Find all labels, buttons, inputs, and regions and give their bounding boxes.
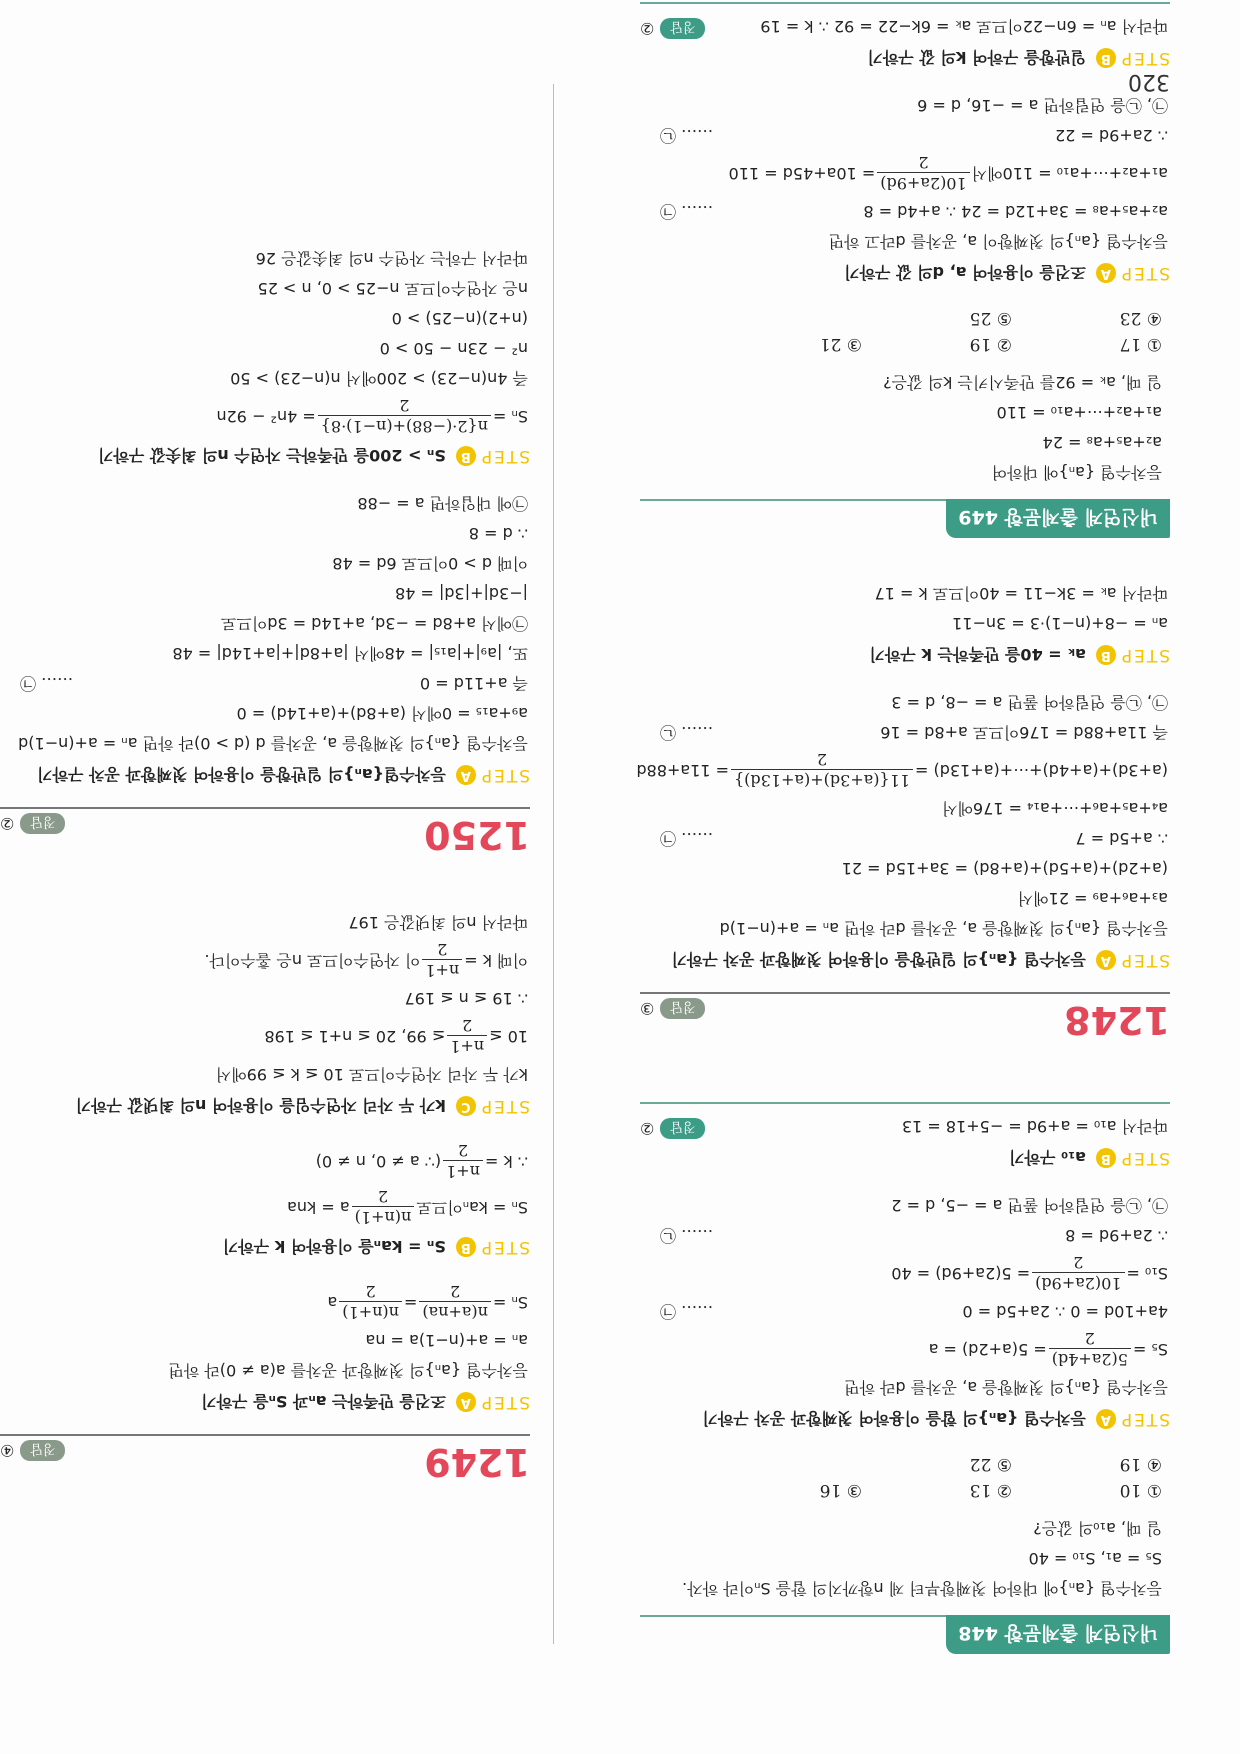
solution-line: ∴ d = 8 <box>468 524 528 543</box>
problem-header-1248: 1248 정답 ③ <box>640 992 1170 1042</box>
solution-line: ㉠, ㉡을 연립하여 풀면 a = −5, d = 2 <box>891 1196 1168 1215</box>
step-label: STEP <box>1119 1148 1170 1169</box>
solution-line: 등차수열 {aₙ}의 첫째항을 a, 공차를 d라 하면 aₙ = a+(n−1)d <box>719 919 1168 938</box>
solution-line: |−3d|+|3d| = 48 <box>395 584 528 603</box>
solution-line: ㉠에서 a+8d = −3d, a+14d = 3d이므로 <box>220 614 528 633</box>
equation-marker: …… ㉠ <box>660 829 714 848</box>
answer-choice: ④ 19 <box>1119 1454 1162 1474</box>
step-label: STEP <box>479 765 530 786</box>
problem-449 <box>640 367 1162 487</box>
step-letter-badge: A <box>1096 264 1116 284</box>
fraction <box>447 1015 487 1056</box>
step-title: 일반항을 구하여 k의 값 구하기 <box>867 48 1086 67</box>
fraction <box>318 395 491 436</box>
solution-line: n은 자연수이므로 n−25 > 0, n > 25 <box>257 279 528 298</box>
solution-line: 즉 a+11d = 0 …… ㉠ <box>0 668 528 698</box>
step-heading <box>0 1391 530 1414</box>
step-label: STEP <box>1119 1409 1170 1430</box>
fraction <box>731 749 913 790</box>
problem-line: 등차수열 {aₙ}에 대하여 첫째항부터 제 n항까지의 합을 Sₙ이라 하자. <box>682 1579 1162 1598</box>
step-letter-badge: B <box>1096 646 1116 666</box>
step-title: 등차수열 {aₙ}의 합을 이용하여 첫째항과 공차 구하기 <box>702 1409 1086 1428</box>
solution-line: 따라서 a₁₀ = a+9d = −5+18 = 13 <box>901 1117 1168 1136</box>
step-label: STEP <box>1119 263 1170 284</box>
solution-line: Sₙ = kaₙ이므로 n(n+1) 2 a = kna <box>287 1187 528 1227</box>
denominator: 2 <box>365 1282 376 1301</box>
solution-line: 즉 11a+88d = 176이므로 a+8d = 16 …… ㉡ <box>640 717 1168 747</box>
problem-448 <box>640 1513 1162 1603</box>
denominator: 2 <box>399 396 410 415</box>
problem-header-1249: 1249 정답 ④ <box>0 1434 530 1484</box>
solution-line: a₉+a₁₅ = 0에서 (a+8d)+(a+14d) = 0 <box>236 704 528 723</box>
step-letter-badge: A <box>456 766 476 786</box>
choices-449 <box>640 305 1162 357</box>
numerator: 11{(a+3d)+(a+13d)} <box>731 769 913 790</box>
step-letter-badge: C <box>456 1097 476 1117</box>
solution-line: 따라서 aₖ = 3k−11 = 40이므로 k = 17 <box>874 584 1168 603</box>
step-letter-badge: A <box>456 1393 476 1413</box>
solution-line: 10 ≤ n+1 2 ≤ 99, 20 ≤ n+1 ≤ 198 <box>264 1016 528 1056</box>
denominator: 2 <box>457 1141 469 1160</box>
solution-line: ∴ 2a+9d = 8 …… ㉡ <box>640 1220 1168 1250</box>
denominator: 2 <box>462 1016 473 1035</box>
solution-line: 따라서 구하는 자연수 n의 최솟값은 26 <box>255 249 528 268</box>
fraction <box>1032 1252 1124 1293</box>
solution-line: 이때 k = n+1 2 이 자연수이므로 n은 홀수이다. <box>204 940 528 980</box>
step-letter-badge: B <box>456 447 476 467</box>
equation-marker: …… ㉡ <box>660 1226 714 1245</box>
solution-line: 따라서 aₙ = 6n−22이므로 aₖ = 6k−22 = 92 ∴ k = 19 <box>760 17 1168 36</box>
step-title: 등차수열 {aₙ}의 일반항을 이용하여 첫째항과 공차 구하기 <box>671 950 1086 969</box>
step-label: STEP <box>1119 950 1170 971</box>
denominator: 2 <box>1073 1253 1084 1272</box>
denominator: 2 <box>377 1187 389 1206</box>
problem-line: S₅ = a₁, S₁₀ = 40 <box>1028 1549 1162 1568</box>
answer-choice: ④ 23 <box>1119 308 1162 328</box>
problem-line: a₂+a₅+a₈ = 24 <box>1042 433 1162 452</box>
fraction <box>1049 1328 1131 1369</box>
numerator: n+1 <box>447 1035 487 1056</box>
step-heading <box>0 445 530 468</box>
equation-marker: …… ㉠ <box>660 202 714 221</box>
step-letter-badge: B <box>1096 1149 1116 1169</box>
numerator: n+1 <box>443 1160 483 1181</box>
page-number: 320 <box>1128 69 1170 94</box>
numerator: n(a+na) <box>419 1301 491 1322</box>
problem-line: 일 때, a₁₀의 값은? <box>1033 1519 1162 1538</box>
problem-line: 일 때, aₖ = 92를 만족시키는 k의 값은? <box>883 373 1162 392</box>
step-heading <box>640 47 1170 70</box>
step-title: 조건을 이용하여 a, d의 값 구하기 <box>844 263 1086 282</box>
solution-line: (a+3d)+(a+4d)+⋯+(a+13d) = 11{(a+3d)+(a+13d)} 2 = 11a+88d <box>636 750 1168 790</box>
answer-choice: ① 17 <box>1119 334 1162 354</box>
solution-line: (a+2d)+(a+5d)+(a+8d) = 3a+15d = 21 <box>841 859 1168 878</box>
column-divider <box>553 84 554 1644</box>
numerator: n(n+1) <box>352 1206 415 1227</box>
denominator: 2 <box>450 1282 461 1301</box>
solution-line: 등차수열 {aₙ}의 첫째항을 a, 공차를 d (d > 0)라 하면 aₙ = a+(n−1)d <box>18 734 528 753</box>
solution-line: Sₙ = n{2·(−88)+(n−1)·8} 2 = 4n² − 92n <box>216 396 528 436</box>
equation-marker: …… ㉠ <box>660 1302 714 1321</box>
solution-line: S₁₀ = 10(2a+9d) 2 = 5(2a+9d) = 40 <box>891 1253 1168 1293</box>
equation-marker: …… ㉠ <box>20 674 74 693</box>
solution-line: a₁+a₂+⋯+a₁₀ = 110에서 10(2a+9d) 2 = 10a+45d = 110 <box>728 153 1168 193</box>
solution-1250 <box>0 243 530 787</box>
step-title: k가 두 자리 자연수임을 이용하여 n의 최댓값 구하기 <box>75 1096 446 1115</box>
denominator: 2 <box>816 750 828 769</box>
step-title: Sₙ > 200을 만족하는 자연수 n의 최솟값 구하기 <box>97 446 446 465</box>
solution-line: a₄+a₅+a₆+⋯+a₁₄ = 176에서 <box>942 799 1168 818</box>
problem-line: 등차수열 {aₙ}에 대하여 <box>991 463 1162 482</box>
numerator: n+1 <box>422 959 462 980</box>
numerator: 5(2a+4d) <box>1049 1348 1131 1369</box>
solution-line: n² − 23n − 50 > 0 <box>379 339 528 358</box>
solution-1249 <box>0 907 530 1414</box>
solution-line: aₙ = −8+(n−1)·3 = 3n−11 <box>952 614 1168 633</box>
solution-line: ∴ a+5d = 7 …… ㉠ <box>640 823 1168 853</box>
step-label: STEP <box>479 1237 530 1258</box>
step-heading <box>640 262 1170 285</box>
fraction <box>339 1281 402 1322</box>
answer-choice: ⑤ 22 <box>969 1454 1012 1474</box>
fraction <box>443 1140 483 1181</box>
numerator: n{2·(−88)+(n−1)·8} <box>318 415 491 436</box>
answer-choice: ② 13 <box>969 1480 1012 1500</box>
step-heading <box>0 1236 530 1259</box>
step-heading <box>640 949 1170 972</box>
solution-line: a₂+a₅+a₈ = 3a+12d = 24 ∴ a+4d = 8 …… ㉠ <box>640 196 1168 226</box>
equation-marker: …… ㉡ <box>660 723 714 742</box>
solution-line: 따라서 n의 최댓값은 197 <box>348 913 528 932</box>
answer-448: 정답 ② <box>640 1118 705 1139</box>
solution-line: ∴ 2a+9d = 22 …… ㉡ <box>640 120 1168 150</box>
solution-line: 등차수열 {aₙ}의 첫째항을 a, 공차를 d라 하면 <box>844 1378 1168 1397</box>
solution-line: 등차수열 {aₙ}의 첫째항과 공차를 a(a ≠ 0)라 하면 <box>168 1361 528 1380</box>
step-label: STEP <box>479 446 530 467</box>
step-heading <box>0 1095 530 1118</box>
answer-choice: ③ 21 <box>819 334 862 354</box>
solution-line: 4a+10d = 0 ∴ 2a+5d = 0 …… ㉠ <box>640 1296 1168 1326</box>
step-title: aₖ = 40을 만족하는 k 구하기 <box>869 645 1086 664</box>
step-title: 등차수열{aₙ}의 일반항을 이용하여 첫째항과 공차 구하기 <box>37 765 446 784</box>
answer-449: 정답 ② <box>640 18 705 39</box>
problem-line: a₁+a₂+⋯+a₁₀ = 110 <box>996 403 1162 422</box>
denominator: 2 <box>918 153 929 172</box>
fraction <box>422 939 462 980</box>
step-letter-badge: B <box>1096 49 1116 69</box>
equation-marker: …… ㉡ <box>660 126 714 145</box>
solution-line: aₙ = a+(n−1)a = na <box>365 1331 528 1350</box>
step-heading <box>640 1408 1170 1431</box>
problem-tag-448: 내신연계 출제문항 448 <box>640 1615 1170 1654</box>
step-title: a₁₀ 구하기 <box>1009 1148 1086 1167</box>
answer-choice: ③ 16 <box>819 1480 862 1500</box>
solution-line: ㉠, ㉡을 연립하여 풀면 a = −8, d = 3 <box>891 693 1168 712</box>
fraction <box>419 1281 491 1322</box>
numerator: n(n+1) <box>339 1301 402 1322</box>
solution-1248 <box>636 578 1170 972</box>
choices-448 <box>640 1451 1162 1503</box>
solution-line: 이때 d > 0이므로 6d = 48 <box>332 554 528 573</box>
step-letter-badge: B <box>456 1238 476 1258</box>
step-title: 조건을 만족하는 aₙ과 Sₙ을 구하기 <box>201 1392 446 1411</box>
step-heading <box>0 764 530 787</box>
numerator: 10(2a+9d) <box>877 172 969 193</box>
solution-line: Sₙ = n(a+na) 2 = n(n+1) 2 a <box>327 1282 528 1322</box>
problem-header-1250: 1250 정답 ② <box>0 807 530 857</box>
solution-line: a₃+a₆+a₉ = 21에서 <box>1017 889 1168 908</box>
solution-line: k가 두 자리 자연수이므로 10 ≤ k ≤ 99에서 <box>215 1065 528 1084</box>
solution-line: (n+2)(n−25) > 0 <box>391 309 528 328</box>
answer-choice: ② 19 <box>969 334 1012 354</box>
step-heading <box>640 644 1170 667</box>
step-label: STEP <box>1119 48 1170 69</box>
solution-line: S₅ = 5(2a+4d) 2 = 5(a+2d) = a <box>928 1329 1168 1369</box>
step-letter-badge: A <box>1096 1410 1116 1430</box>
answer-choice: ① 10 <box>1119 1480 1162 1500</box>
fraction <box>877 152 969 193</box>
right-column <box>0 243 530 1484</box>
solution-line: ∴ 19 ≤ n ≤ 197 <box>404 989 528 1008</box>
denominator: 2 <box>1084 1329 1095 1348</box>
step-label: STEP <box>479 1392 530 1413</box>
step-label: STEP <box>1119 645 1170 666</box>
step-letter-badge: A <box>1096 951 1116 971</box>
fraction <box>352 1186 415 1227</box>
numerator: 10(2a+9d) <box>1032 1272 1124 1293</box>
problem-tag-449: 내신연계 출제문항 449 <box>640 499 1170 538</box>
solution-449 <box>640 11 1170 285</box>
left-column <box>636 2 1170 1654</box>
step-title: Sₙ = kaₙ을 이용하여 k 구하기 <box>222 1237 446 1256</box>
solution-line: ㉠, ㉡을 연립하면 a = −16, d = 6 <box>917 96 1168 115</box>
solution-line: 등차수열 {aₙ}의 첫째항이 a, 공차를 d라고 하면 <box>828 232 1168 251</box>
solution-line: 즉 4n(n−23) > 200에서 n(n−23) > 50 <box>230 369 528 388</box>
solution-line: ∴ k = n+1 2 (∵ a ≠ 0, n ≠ 0) <box>315 1141 528 1181</box>
denominator: 2 <box>437 940 448 959</box>
answer-choice: ⑤ 25 <box>969 308 1012 328</box>
step-heading <box>640 1147 1170 1170</box>
solution-line: ㉠에 대입하면 a = −88 <box>357 494 528 513</box>
step-label: STEP <box>479 1096 530 1117</box>
solution-448 <box>640 1111 1170 1431</box>
solution-line: 또, |a₉|+|a₁₅| = 48에서 |a+8d|+|a+14d| = 48 <box>172 644 528 663</box>
